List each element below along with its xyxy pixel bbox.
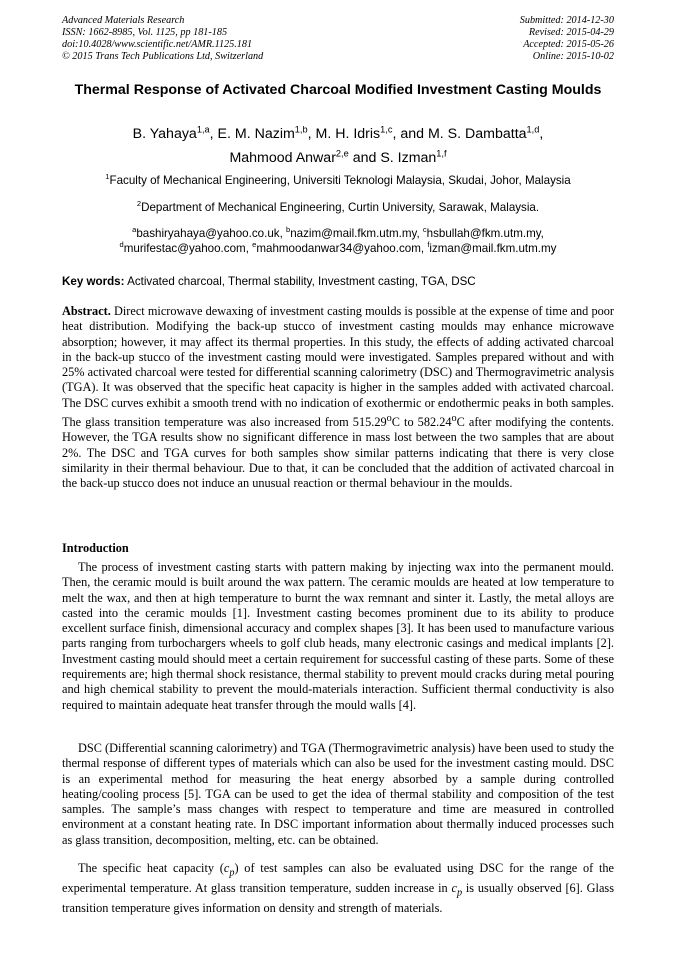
abstract-label: Abstract.: [62, 304, 111, 318]
submitted-date: Submitted: 2014-12-30: [519, 15, 614, 26]
email-link[interactable]: murifestac@yahoo.com: [123, 242, 246, 255]
paragraph: DSC (Differential scanning calorimetry) and TGA (Thermogravimetric analysis) have been used to study the thermal response of different types of materials which can also be used for the investment casting mould. DSC is an experimental method for measuring the heat energy absorbed by a sample during controlled heating/cooling process [5]. TGA can be used to get the idea of thermal stability and composition of the test samples. The sample’s mass changes with respect to temperature and time are measured in controlled environment at a constant heating rate. In DSC important information about thermally induced processes such as glass transition, decomposition, melting, etc. can be obtained.: [62, 741, 614, 847]
email-link[interactable]: mahmoodanwar34@yahoo.com: [256, 242, 421, 255]
author-list: B. Yahaya$^{1,a}$, E. M. Nazim$^{1,b}$, M. H. Idris$^{1,c}$, and M. S. Dambatta$^{1,d}$, Mahmood Anwar$^{2,e}$ and S. Izman$^{1,f}$: [132, 124, 544, 166]
author-name: E. M. Nazim: [217, 126, 295, 142]
affiliation-2: $^2$Department of Mechanical Engineering, Curtin University, Sarawak, Malaysia.: [136, 199, 540, 214]
copyright-line: © 2015 Trans Tech Publications Ltd, Switzerland: [62, 51, 264, 62]
accepted-date: Accepted: 2015-05-26: [523, 39, 614, 50]
email-link[interactable]: izman@mail.fkm.utm.my: [429, 242, 557, 255]
email-list: $^a$bashiryahaya@yahoo.co.uk, $^b$nazim@mail.fkm.utm.my, $^c$hsbullah@fkm.utm.my, $^d$murifestac@yahoo.com, $^e$mahmoodanwar34@yahoo.com, $^f$izman@mail.fkm.utm.my: [119, 225, 557, 255]
author-affil: 2,e: [335, 148, 349, 159]
paragraph: The specific heat capacity $(c_p)$ of test samples can also be evaluated using DSC for the range of the experimental temperature. At glass transition temperature, sudden increase in $c_p$ is usually observed [6]. Glass transition temperature gives information on density and strength of materials.: [62, 861, 614, 915]
email-link[interactable]: bashiryahaya@yahoo.co.uk: [136, 227, 280, 240]
keywords-label: Key words:: [62, 275, 125, 288]
dates-info: [520, 15, 614, 63]
affiliation-1: $^1$Faculty of Mechanical Engineering, Universiti Teknologi Malaysia, Skudai, Johor, Malaysia: [105, 172, 571, 187]
revised-date: Revised: 2015-04-29: [528, 27, 614, 38]
author-name: Mahmood Anwar: [229, 150, 336, 166]
author-name: M. H. Idris: [315, 126, 381, 142]
issn-line: ISSN: 1662-8985, Vol. 1125, pp 181-185: [62, 27, 228, 38]
email-link[interactable]: nazim@mail.fkm.utm.my: [290, 227, 417, 240]
author-affil: 1,c: [380, 124, 393, 135]
author-name: M. S. Dambatta: [427, 126, 527, 142]
paper-title: Thermal Response of Activated Charcoal Modified Investment Casting Moulds: [74, 82, 602, 98]
author-name: S. Izman: [380, 150, 437, 166]
email-link[interactable]: hsbullah@fkm.utm.my,: [426, 227, 544, 240]
journal-info: [62, 15, 263, 63]
keywords-text: Activated charcoal, Thermal stability, Investment casting, TGA, DSC: [124, 275, 476, 288]
doi-line: doi:10.4028/www.scientific.net/AMR.1125.181: [62, 39, 253, 50]
journal-name: Advanced Materials Research: [62, 15, 185, 26]
author-affil: 1,f: [436, 148, 447, 159]
abstract: Abstract. Direct microwave dewaxing of investment casting moulds is possible at the expense of time and poor heat distribution. Modifying the back-up stucco of investment casting moulds may enhance microwave absorption; however, it may affect its thermal properties. In this study, the effects of adding activated charcoal in the back-up stucco of the investment casting mould were investigated. Samples prepared without and with 25% activated charcoal were tested for differential scanning calorimetry (DSC) and Thermogravimetric analysis (TGA). It was observed that the specific heat capacity is higher in the samples added with activated charcoal. The DSC curves exhibit a smooth trend with no indication of exothermic or endothermic peaks in both samples. The glass transition temperature was also increased from 515.29$^o$C to 582.24$^o$C after modifying the contents. However, the TGA results show no significant difference in mass lost between the two samples that are about 2%. The DSC and TGA curves for both samples show similar patterns indicating that there is very close similarity in their thermal behaviour. Due to that, it can be concluded that the addition of activated charcoal in the back-up stucco does not induce an unusual reaction or thermal behaviour in the moulds.: [62, 304, 615, 491]
online-date: Online: 2015-10-02: [532, 51, 614, 62]
author-affil: 1,d: [526, 124, 540, 135]
author-affil: 1,b: [294, 124, 308, 135]
author-affil: 1,a: [196, 124, 210, 135]
section-heading-introduction: Introduction: [62, 541, 129, 555]
paragraph: The process of investment casting starts with pattern making by injecting wax into the permanent mould. Then, the ceramic mould is built around the wax pattern. The ceramic moulds are heated at low temperature to melt the wax, and then at high temperature to burnt the wax remnant and sinter it. Lastly, the metal alloys are casted into the ceramic moulds [1]. Investment casting becomes prominent due to its ability to produce excellent surface finish, dimensional accuracy and complex shapes [3]. It has been used to manufacture various parts ranging from turbochargers wheels to golf club heads, many electronic casings and medical implants [2]. Investment casting mould should meet a certain requirement for successful casting of these parts. Some of these requirements are; high thermal shock resistance, thermal stability to prevent mould cracks during metal pouring and high chemical stability to prevent the mould-materials interaction. Sufficient thermal conductivity is also required to maintain adequate heat transfer through the mould walls [4].: [62, 560, 614, 712]
keywords: [62, 275, 614, 289]
author-name: B. Yahaya: [132, 126, 197, 142]
